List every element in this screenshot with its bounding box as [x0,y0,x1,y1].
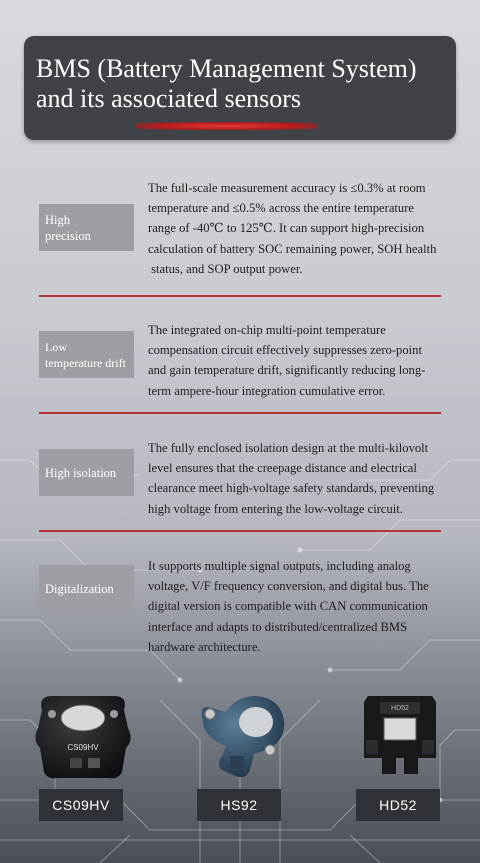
description-line: temperature and ≤0.5% across the entire temperature [148,201,415,216]
page-title-line-1: BMS (Battery Management System) [36,54,417,83]
description-line: level ensures that the creepage distance and electrical [148,461,417,476]
section-divider [39,412,441,414]
description-line: high voltage from entering the low-voltage circuit. [148,501,403,516]
description-line: interface and adapts to distributed/centralized BMS [148,619,408,634]
sensor-marking-text: HD52 [391,705,409,712]
description-line: voltage, V/F frequency conversion, and digital bus. The [148,579,429,594]
feature-description-digitalization [148,556,448,657]
product-label-hd52 [356,789,440,821]
page-title-line-2: and its associated sensors [36,84,302,113]
feature-badge-digitalization [39,565,134,612]
feature-badge-label: High precision [45,212,91,243]
feature-description-low-temperature-drift [148,320,448,401]
cs09hv-sensor-image [30,688,136,784]
product-name: HD52 [379,797,417,813]
description-line: clearance meet high-voltage safety standards, preventing [148,481,435,496]
description-line: term ampere-hour integration cumulative error. [148,383,386,398]
description-line: The integrated on-chip multi-point temperature [148,323,386,337]
description-line: It supports multiple signal outputs, including analog [148,559,411,573]
description-line: range of -40℃ to 125℃. It can support high-precision [148,221,425,236]
title-accent-glow [136,122,318,130]
description-line: compensation circuit effectively suppresses zero-point [148,343,422,358]
description-line: and gain temperature drift, significantly reducing long- [148,363,426,378]
description-line: status, and SOP output power. [148,261,303,276]
product-name: HS92 [220,797,258,813]
feature-badge-low-temperature-drift [39,331,134,378]
description-line: digital version is compatible with CAN communication [148,599,428,614]
section-divider [39,295,441,297]
page-title [36,54,452,114]
sensor-marking-text: CS09HV [67,743,99,752]
description-line: The fully enclosed isolation design at the multi-kilovolt [148,441,429,455]
section-divider [39,530,441,532]
feature-badge-label: High isolation [45,465,117,480]
product-label-cs09hv [39,789,123,821]
product-name: CS09HV [52,797,110,813]
hd52-sensor-image [358,688,442,780]
feature-badge-high-isolation [39,449,134,496]
feature-badge-label: Low temperature drift [45,339,126,370]
feature-description-high-isolation [148,438,448,519]
description-line: The full-scale measurement accuracy is ≤0.3% at room [148,181,426,195]
feature-description-high-precision [148,178,448,279]
description-line: calculation of battery SOC remaining power, SOH health [148,241,437,256]
hs92-sensor-image [196,690,290,786]
feature-badge-label: Digitalization [45,581,114,596]
feature-badge-high-precision [39,204,134,251]
description-line: hardware architecture. [148,639,261,654]
product-label-hs92 [197,789,281,821]
